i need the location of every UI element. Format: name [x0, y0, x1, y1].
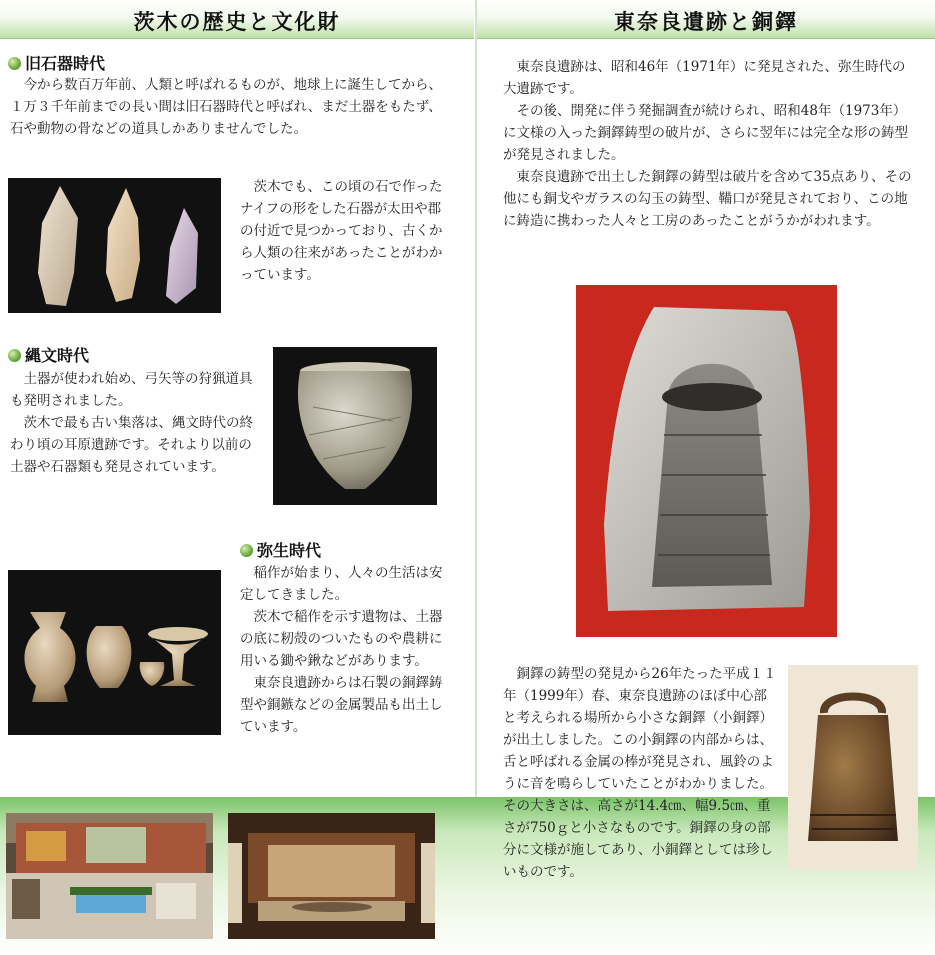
bullet-icon: [8, 57, 21, 70]
jomon-title: 縄文時代: [25, 346, 90, 365]
stone-tools-illustration: [8, 178, 221, 313]
paleolithic-title: 旧石器時代: [25, 54, 106, 73]
stone-tools-photo: [8, 178, 221, 313]
jomon-heading: [8, 343, 89, 366]
museum-exhibit-illustration: [228, 813, 435, 939]
jomon-pot-illustration: [273, 347, 437, 505]
yayoi-title: 弥生時代: [257, 541, 322, 560]
bullet-icon: [240, 544, 253, 557]
jomon-pottery-photo: [273, 347, 437, 505]
left-header-title: 茨木の歴史と文化財: [133, 10, 341, 34]
bullet-icon: [8, 349, 21, 362]
dotaku-mold-photo: [576, 285, 837, 637]
left-header-bar: [0, 0, 474, 39]
small-dotaku-illustration: [788, 665, 918, 870]
right-intro-text: 東奈良遺跡は、昭和46年（1971年）に発見された、弥生時代の大遺跡です。 その後、開発に伴う発掘調査が続けられ、昭和48年（1973年）に文様の入った銅鐸鋳型の破片が、さらに翌年には完全な形の鋳型が発見されました。 東奈良遺跡で出土した銅鐸の鋳型は破片を含めて35点あり、その他にも銅戈やガラスの勾玉の鋳型、鞴口が発見されており、この地に鋳造に携わった人々と工房のあったことがうかがわれます。: [503, 59, 912, 229]
dotaku-mold-illustration: [576, 285, 837, 637]
small-dotaku-photo: [788, 665, 918, 870]
yayoi-pottery-photo: [8, 570, 221, 735]
right-header-bar: [477, 0, 935, 39]
paleolithic-side-text: 茨木でも、この頃の石で作ったナイフの形をした石器が太田や郡の付近で見つかっており、古くから人類の往来があったことがわかっています。: [240, 179, 443, 283]
right-header-title: 東奈良遺跡と銅鐸: [614, 10, 798, 34]
paleolithic-intro: 今から数百万年前、人類と呼ばれるものが、地球上に誕生してから、１万３千年前までの長い間は旧石器時代と呼ばれ、まだ土器をもたず、石や動物の骨などの道具しかありませんでした。: [10, 77, 442, 137]
paleolithic-heading: [8, 51, 105, 74]
yayoi-text: 稲作が始まり、人々の生活は安定してきました。 茨木で稲作を示す遺物は、土器の底に籾殻のついたものや農耕に用いる鋤や鍬などがあります。 東奈良遺跡からは石製の銅鐸鋳型や銅鏃などの金属製品も出土しています。: [240, 565, 443, 735]
jomon-text: 土器が使われ始め、弓矢等の狩猟道具も発明されました。 茨木で最も古い集落は、縄文時代の終わり頃の耳原遺跡です。それより以前の土器や石器類も発見されています。: [10, 371, 253, 475]
museum-lobby-illustration: [6, 813, 213, 939]
museum-lobby-photo: [6, 813, 213, 939]
small-dotaku-text: 銅鐸の鋳型の発見から26年たった平成１１年（1999年）春、東奈良遺跡のほぼ中心部と考えられる場所から小さな銅鐸（小銅鐸）が出土しました。この小銅鐸の内部からは、舌と呼ばれる金属の棒が発見され、風鈴のように音を鳴らしていたことがわかりました。その大きさは、高さが14.4㎝、幅9.5㎝、重さが750ｇと小さなものです。銅鐸の身の部分に文様が施してあり、小銅鐸としては珍しいものです。: [503, 666, 777, 880]
museum-exhibit-photo: [228, 813, 435, 939]
yayoi-heading: [240, 538, 321, 561]
yayoi-pots-illustration: [8, 570, 221, 735]
